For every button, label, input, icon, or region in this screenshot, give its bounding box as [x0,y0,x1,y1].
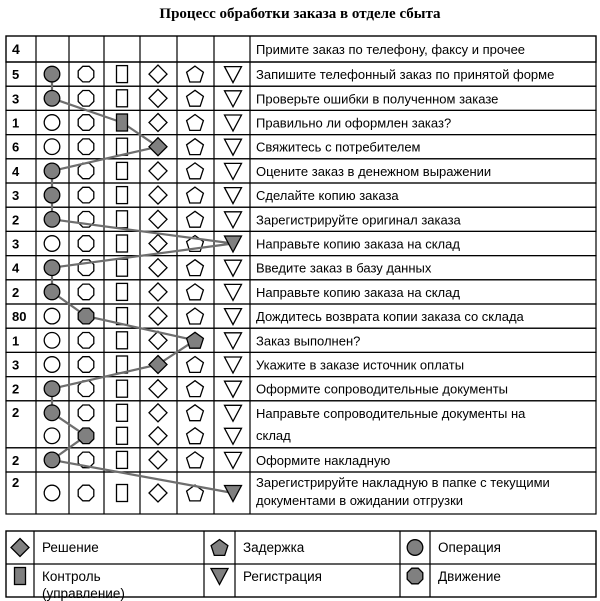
control-symbol [117,404,128,421]
step-number: 1 [12,115,20,131]
control-symbol [117,235,128,252]
step-text: Свяжитесь с потребителем [256,139,421,155]
step-number: 3 [12,188,20,204]
registration-symbol [225,333,242,349]
selected-operation-mark [44,452,60,468]
operation-symbol [44,428,60,444]
legend-control-icon [15,568,26,585]
legend-operation-icon [407,540,423,556]
registration-symbol [225,163,242,179]
legend-delay-icon [211,540,228,556]
step-number: 80 [12,309,27,325]
selected-movement-mark [78,308,94,324]
decision-symbol [149,404,167,422]
registration-symbol [225,381,242,397]
registration-symbol [225,357,242,373]
selected-operation-mark [44,284,60,300]
selected-operation-mark [44,212,60,228]
delay-symbol [187,428,204,444]
operation-symbol [44,357,60,373]
legend-label: Задержка [243,540,305,555]
step-number: 4 [12,260,20,276]
step-text: Направьте копию заказа на склад [256,236,460,252]
legend-label: Операция [438,540,501,555]
registration-symbol [225,284,242,300]
decision-symbol [149,89,167,107]
operation-symbol [44,115,60,131]
step-text: Введите заказ в базу данных [256,260,432,276]
registration-symbol [225,309,242,325]
control-symbol [117,308,128,325]
step-text: Дождитесь возврата копии заказа со склада [256,309,524,325]
decision-symbol [149,114,167,132]
registration-symbol [225,139,242,155]
legend [6,531,596,601]
registration-symbol [225,91,242,107]
delay-symbol [187,260,204,276]
symbol-grid [44,65,241,502]
delay-symbol [187,163,204,179]
delay-symbol [187,139,204,155]
control-symbol [117,380,128,397]
step-number: 2 [12,381,20,397]
selected-operation-mark [44,187,60,203]
decision-symbol [149,162,167,180]
decision-symbol [149,283,167,301]
selected-marks [44,66,241,501]
decision-symbol [149,65,167,83]
control-symbol [117,162,128,179]
movement-symbol [78,187,94,203]
operation-symbol [44,485,60,501]
decision-symbol [149,210,167,228]
registration-symbol [225,428,242,444]
legend-label: Регистрация [243,569,322,584]
step-number: 2 [12,404,20,420]
selected-decision-mark [149,356,167,374]
movement-symbol [78,66,94,82]
control-symbol [117,356,128,373]
legend-label: Решение [42,540,99,555]
registration-symbol [225,115,242,131]
operation-symbol [44,333,60,349]
decision-symbol [149,451,167,469]
delay-symbol [187,452,204,468]
step-text: Направьте копию заказа на склад [256,284,460,300]
registration-symbol [225,67,242,83]
control-symbol [117,138,128,155]
header-number: 4 [12,41,20,57]
control-symbol [117,451,128,468]
control-symbol [117,485,128,502]
step-number: 4 [12,163,20,179]
legend-registration-icon [211,569,228,585]
selected-operation-mark [44,405,60,421]
movement-symbol [78,91,94,107]
step-text: Правильно ли оформлен заказ? [256,115,452,131]
delay-symbol [187,357,204,373]
delay-symbol [187,308,204,324]
movement-symbol [78,485,94,501]
delay-symbol [187,284,204,300]
selected-movement-mark [78,428,94,444]
step-text: Укажите в заказе источник оплаты [256,357,465,373]
step-number: 3 [12,91,20,107]
movement-symbol [78,115,94,131]
legend-decision-icon [11,539,29,557]
selected-delay-mark [187,332,204,348]
legend-label: Движение [438,569,501,584]
registration-symbol [225,405,242,421]
chart-title: Процесс обработки заказа в отделе сбыта [159,6,441,22]
step-number: 6 [12,139,20,155]
movement-symbol [78,284,94,300]
movement-symbol [78,405,94,421]
step-text: Оформите сопроводительные документы [256,381,509,397]
operation-symbol [44,139,60,155]
step-text: Проверьте ошибки в полученном заказе [256,91,499,107]
legend-label: Контроль [42,569,101,584]
step-text: Заказ выполнен? [256,333,361,349]
registration-symbol [225,452,242,468]
legend-label: (управление) [42,586,125,601]
selected-operation-mark [44,66,60,82]
delay-symbol [187,90,204,106]
movement-symbol [78,139,94,155]
control-symbol [117,187,128,204]
delay-symbol [187,405,204,421]
decision-symbol [149,484,167,502]
legend-movement-icon [407,568,423,584]
selected-operation-mark [44,381,60,397]
delay-symbol [187,187,204,203]
control-symbol [117,66,128,83]
step-number: 3 [12,357,20,373]
registration-symbol [225,260,242,276]
selected-operation-mark [44,91,60,107]
control-symbol [117,332,128,349]
step-text: Оформите накладную [256,452,391,468]
step-number: 5 [12,67,20,83]
operation-symbol [44,236,60,252]
step-number: 1 [12,333,20,349]
step-number: 2 [12,452,20,468]
step-number: 2 [12,284,20,300]
decision-symbol [149,259,167,277]
control-symbol [117,283,128,300]
step-text: Запишите телефонный заказ по принятой форме [256,67,555,83]
selected-operation-mark [44,163,60,179]
registration-symbol [225,188,242,204]
flow-path [52,74,233,493]
step-text: Направьте сопроводительные документы на [256,405,526,421]
selected-operation-mark [44,260,60,276]
decision-symbol [149,186,167,204]
selected-control-mark [117,114,128,131]
step-number: 2 [12,475,20,490]
selected-decision-mark [149,138,167,156]
step-text: склад [256,427,291,443]
decision-symbol [149,307,167,325]
control-symbol [117,211,128,228]
control-symbol [117,259,128,276]
selected-registration-mark [225,486,242,502]
step-text: Сделайте копию заказа [256,188,399,204]
decision-symbol [149,235,167,253]
step-text: Зарегистрируйте оригинал заказа [256,212,461,228]
control-symbol [117,90,128,107]
delay-symbol [187,115,204,131]
delay-symbol [187,211,204,227]
operation-symbol [44,308,60,324]
movement-symbol [78,236,94,252]
step-number: 2 [12,212,20,228]
delay-symbol [187,381,204,397]
movement-symbol [78,357,94,373]
header-text: Примите заказ по телефону, факсу и прочее [256,42,526,57]
decision-symbol [149,380,167,398]
step-text: Оцените заказ в денежном выражении [256,163,492,179]
step-number: 3 [12,236,20,252]
decision-symbol [149,427,167,445]
step-text: документами в ожидании отгрузки [256,493,464,508]
delay-symbol [187,66,204,82]
control-symbol [117,427,128,444]
registration-symbol [225,212,242,228]
step-text: Зарегистрируйте накладную в папке с текущими [256,475,550,490]
movement-symbol [78,333,94,349]
